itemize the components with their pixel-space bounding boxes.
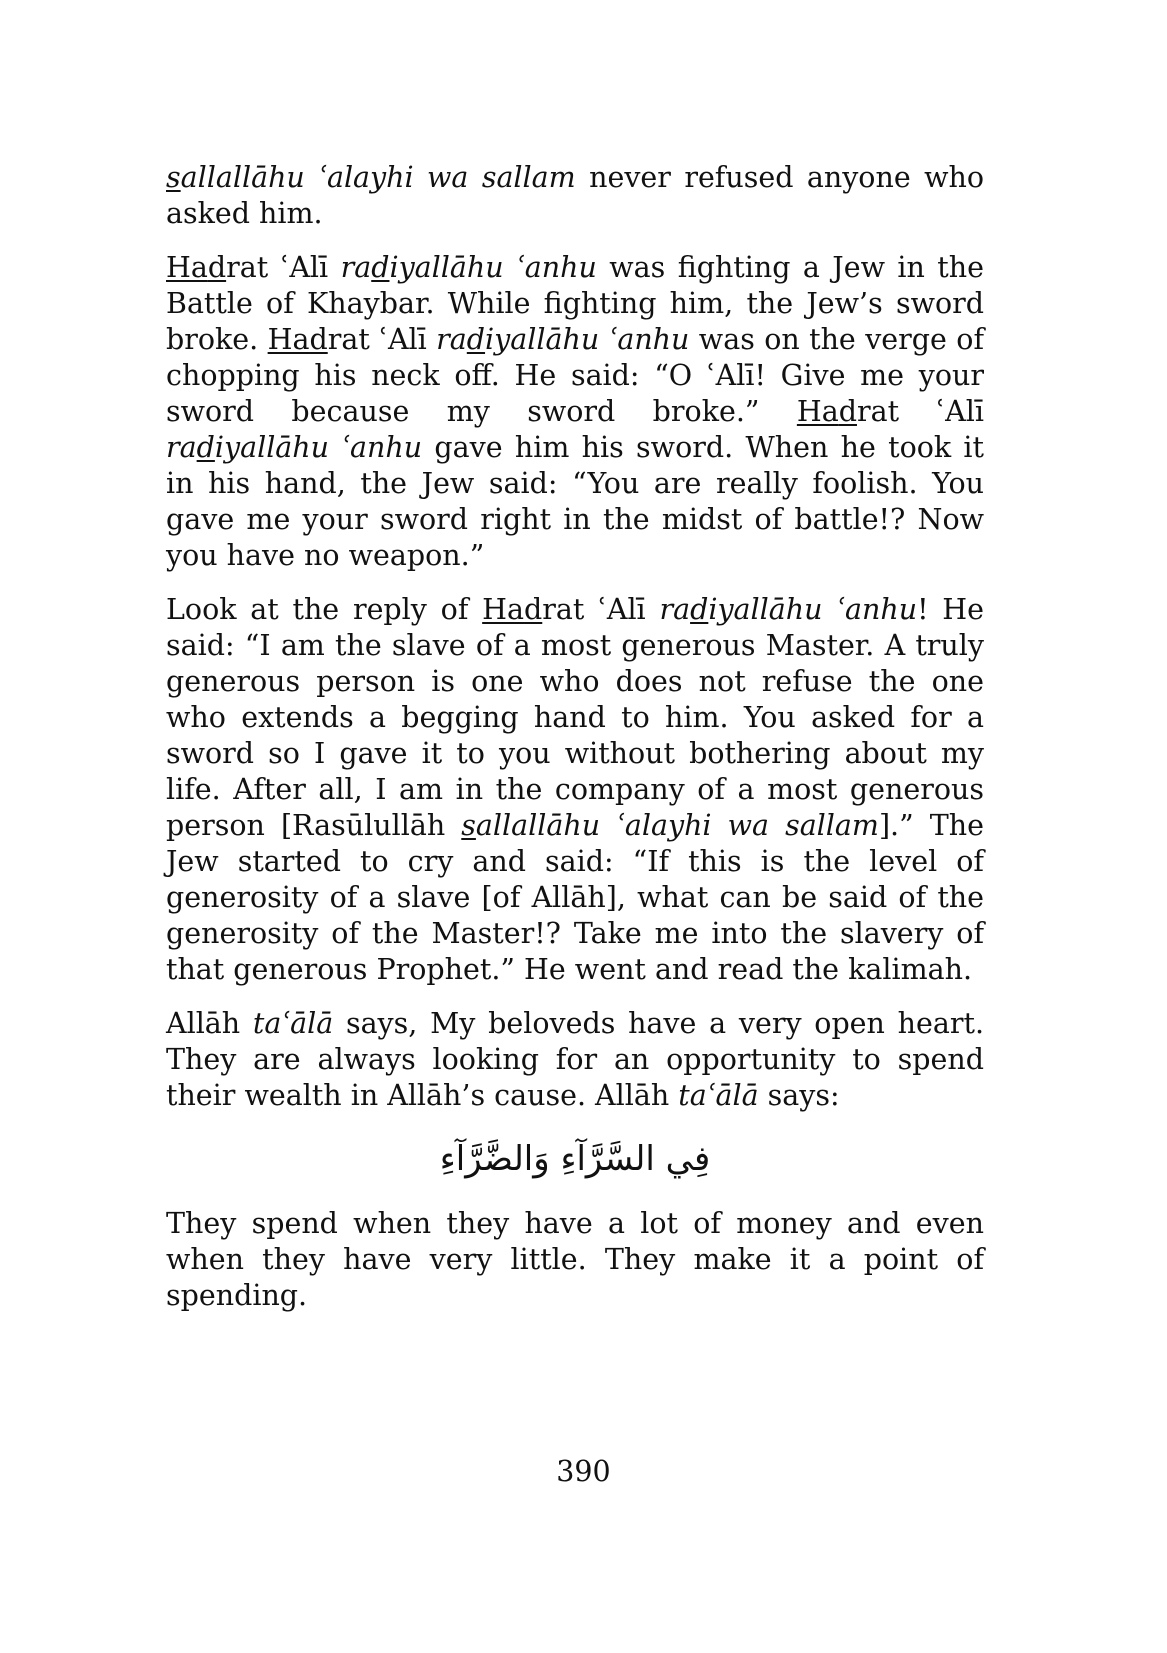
text-run: rat ʿAlī [856,395,984,428]
paragraph-3 [166,592,984,988]
text-run: ra [659,593,691,626]
text-run: d [690,593,709,626]
paragraph-1 [166,160,984,232]
paragraph-2 [166,250,984,574]
text-run: d [207,251,227,284]
text-run: was fighting a Jew in the Battle of Khaybar. While fighting him, the Jew’s sword broke. [166,251,984,356]
paragraph-4 [166,1006,984,1114]
text-run: iyallāhu ʿanhu [485,323,690,356]
text-run: s [461,809,476,842]
text-run: ra [340,251,372,284]
text-run: never refused anyone who asked him. [166,161,984,230]
text-run: iyallāhu ʿanhu [389,251,597,284]
text-run: rat ʿAlī [542,593,660,626]
text-run: was on the verge of chopping his neck off. He said: “O ʿAlī! Give me your sword because my sword broke.” [166,323,985,428]
text-run: d [466,323,486,356]
arabic-quote: فِي السَّرَّآءِ وَالضَّرَّآءِ [439,1139,711,1179]
page-number: 390 [556,1455,611,1488]
text-run: says, My beloveds have a very open heart. They are always looking for an opportunity to spend their wealth in Allāh’s cause. Allāh [166,1007,984,1112]
text-run: gave him his sword. When he took it in his hand, the Jew said: “You are really foolish. You gave me your sword right in the midst of battle!? Now you have no weapon.” [166,431,985,572]
text-run: Ha [482,593,525,626]
text-run: iyallāhu ʿanhu [708,593,918,626]
text-run: rat ʿAlī [226,251,341,284]
text-run: taʿālā [678,1079,759,1112]
text-run: Allāh [166,1007,253,1040]
text-run: s [166,161,181,194]
text-run: ! He said: “I am the slave of a most generous Master. A truly generous person is one who does not refuse the one who extends a begging hand to him. You asked for a sword so I gave it to you without bothering about my life. After all, I am in the company of a most generous person [Rasūlullāh [166,593,985,842]
page-body [166,160,984,1332]
text-run: allallāhu ʿalayhi wa sallam [475,809,879,842]
text-run: Ha [796,395,839,428]
text-run: d [838,395,857,428]
text-run: taʿālā [252,1007,334,1040]
paragraph-5: They spend when they have a lot of money and even when they have very little. They make it a point of spending. [166,1207,984,1312]
text-run: d [196,431,215,464]
text-run: Ha [166,251,208,284]
text-run: rat ʿAlī [327,323,437,356]
text-run: d [309,323,328,356]
text-run: d [371,251,390,284]
text-run: ra [166,431,197,464]
text-run: ra [436,323,467,356]
text-run: says: [758,1079,840,1112]
text-run: iyallāhu ʿanhu [214,431,423,464]
text-run: Look at the reply of [166,593,483,626]
text-run: allallāhu ʿalayhi wa sallam [180,161,576,194]
text-run: d [524,593,543,626]
text-run: ].” The Jew started to cry and said: “If this is the level of generosity of a slave [of Allāh], what can be said of the generosity of the Master!? Take me into the slavery of that generous Prophet.” He went and read the kalimah. [166,809,984,986]
text-run: Ha [267,323,310,356]
